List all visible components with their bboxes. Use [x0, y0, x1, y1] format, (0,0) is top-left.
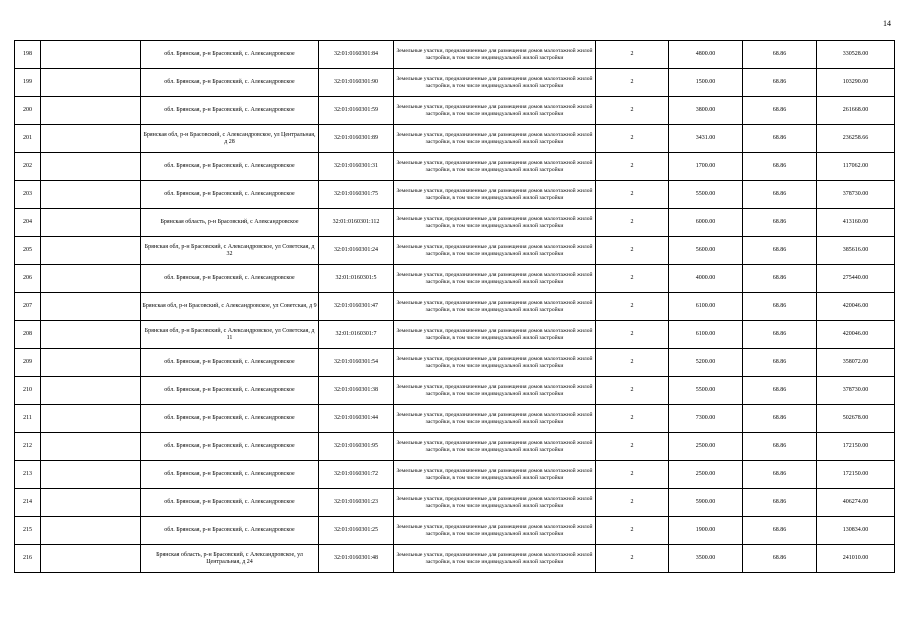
cadastral-value-cell: 261668.00: [817, 97, 895, 125]
table-row: [15, 125, 895, 153]
row-number-cell: 198: [15, 41, 41, 69]
area-cell: 4000.00: [669, 265, 743, 293]
table-row: [15, 209, 895, 237]
land-category-cell: Земельные участки, предназначенные для размещения домов малоэтажной жилой застройки, в том числе индивидуальной жилой застройки: [394, 433, 596, 461]
cadastral-value-cell: 172150.00: [817, 461, 895, 489]
area-cell: 7300.00: [669, 405, 743, 433]
empty-cell: [41, 69, 141, 97]
land-category-cell: Земельные участки, предназначенные для размещения домов малоэтажной жилой застройки, в том числе индивидуальной жилой застройки: [394, 517, 596, 545]
empty-cell: [41, 377, 141, 405]
cadastral-value-cell: 413160.00: [817, 209, 895, 237]
area-cell: 3800.00: [669, 97, 743, 125]
empty-cell: [41, 181, 141, 209]
table-row: [15, 321, 895, 349]
group-cell: 2: [596, 125, 669, 153]
land-category-cell: Земельные участки, предназначенные для размещения домов малоэтажной жилой застройки, в том числе индивидуальной жилой застройки: [394, 545, 596, 573]
land-category-cell: Земельные участки, предназначенные для размещения домов малоэтажной жилой застройки, в том числе индивидуальной жилой застройки: [394, 41, 596, 69]
land-plots-table: [14, 40, 895, 573]
cadastral-number-cell: 32:01:0160301:75: [319, 181, 394, 209]
empty-cell: [41, 265, 141, 293]
rate-cell: 68.86: [743, 237, 817, 265]
group-cell: 2: [596, 517, 669, 545]
rate-cell: 68.86: [743, 489, 817, 517]
cadastral-value-cell: 378730.00: [817, 181, 895, 209]
group-cell: 2: [596, 489, 669, 517]
address-cell: обл. Брянская, р-н Брасовский, с. Александровское: [141, 97, 319, 125]
cadastral-number-cell: 32:01:0160301:24: [319, 237, 394, 265]
address-cell: обл. Брянская, р-н Брасовский, с. Александровское: [141, 433, 319, 461]
area-cell: 5500.00: [669, 181, 743, 209]
group-cell: 2: [596, 433, 669, 461]
cadastral-number-cell: 32:01:0160301:44: [319, 405, 394, 433]
address-cell: обл. Брянская, р-н Брасовский, с. Александровское: [141, 489, 319, 517]
area-cell: 5900.00: [669, 489, 743, 517]
land-category-cell: Земельные участки, предназначенные для размещения домов малоэтажной жилой застройки, в том числе индивидуальной жилой застройки: [394, 293, 596, 321]
address-cell: Брянская обл, р-н Брасовский, с Александровское, ул Центральная, д 28: [141, 125, 319, 153]
table-row: [15, 517, 895, 545]
cadastral-value-cell: 502678.00: [817, 405, 895, 433]
group-cell: 2: [596, 181, 669, 209]
row-number-cell: 211: [15, 405, 41, 433]
address-cell: обл. Брянская, р-н Брасовский, с. Александровское: [141, 377, 319, 405]
area-cell: 3500.00: [669, 545, 743, 573]
cadastral-value-cell: 385616.00: [817, 237, 895, 265]
table-row: [15, 41, 895, 69]
table-row: [15, 405, 895, 433]
rate-cell: 68.86: [743, 293, 817, 321]
row-number-cell: 199: [15, 69, 41, 97]
area-cell: 3431.00: [669, 125, 743, 153]
group-cell: 2: [596, 405, 669, 433]
group-cell: 2: [596, 265, 669, 293]
rate-cell: 68.86: [743, 349, 817, 377]
cadastral-number-cell: 32:01:0160301:31: [319, 153, 394, 181]
row-number-cell: 213: [15, 461, 41, 489]
group-cell: 2: [596, 377, 669, 405]
address-cell: Брянская область, р-н Брасовский, с Александровское, ул Центральная, д 24: [141, 545, 319, 573]
cadastral-value-cell: 103290.00: [817, 69, 895, 97]
row-number-cell: 216: [15, 545, 41, 573]
table-row: [15, 377, 895, 405]
group-cell: 2: [596, 461, 669, 489]
row-number-cell: 215: [15, 517, 41, 545]
rate-cell: 68.86: [743, 405, 817, 433]
table-row: [15, 69, 895, 97]
empty-cell: [41, 97, 141, 125]
group-cell: 2: [596, 545, 669, 573]
group-cell: 2: [596, 41, 669, 69]
group-cell: 2: [596, 349, 669, 377]
cadastral-value-cell: 358072.00: [817, 349, 895, 377]
area-cell: 6100.00: [669, 321, 743, 349]
table-row: [15, 545, 895, 573]
empty-cell: [41, 545, 141, 573]
empty-cell: [41, 489, 141, 517]
group-cell: 2: [596, 209, 669, 237]
area-cell: 5500.00: [669, 377, 743, 405]
address-cell: обл. Брянская, р-н Брасовский, с. Александровское: [141, 461, 319, 489]
row-number-cell: 200: [15, 97, 41, 125]
table-row: [15, 461, 895, 489]
rate-cell: 68.86: [743, 181, 817, 209]
area-cell: 4800.00: [669, 41, 743, 69]
area-cell: 1900.00: [669, 517, 743, 545]
rate-cell: 68.86: [743, 545, 817, 573]
area-cell: 6000.00: [669, 209, 743, 237]
area-cell: 2500.00: [669, 461, 743, 489]
empty-cell: [41, 517, 141, 545]
table-row: [15, 153, 895, 181]
empty-cell: [41, 153, 141, 181]
address-cell: обл. Брянская, р-н Брасовский, с. Александровское: [141, 41, 319, 69]
rate-cell: 68.86: [743, 265, 817, 293]
cadastral-value-cell: 172150.00: [817, 433, 895, 461]
row-number-cell: 209: [15, 349, 41, 377]
group-cell: 2: [596, 293, 669, 321]
land-category-cell: Земельные участки, предназначенные для размещения домов малоэтажной жилой застройки, в том числе индивидуальной жилой застройки: [394, 237, 596, 265]
cadastral-number-cell: 32:01:0160301:59: [319, 97, 394, 125]
land-category-cell: Земельные участки, предназначенные для размещения домов малоэтажной жилой застройки, в том числе индивидуальной жилой застройки: [394, 97, 596, 125]
empty-cell: [41, 209, 141, 237]
address-cell: Брянская обл, р-н Брасовский, с Александровское, ул Советская, д 9: [141, 293, 319, 321]
land-category-cell: Земельные участки, предназначенные для размещения домов малоэтажной жилой застройки, в том числе индивидуальной жилой застройки: [394, 321, 596, 349]
rate-cell: 68.86: [743, 433, 817, 461]
row-number-cell: 204: [15, 209, 41, 237]
table-row: [15, 293, 895, 321]
cadastral-number-cell: 32:01:0160301:47: [319, 293, 394, 321]
cadastral-number-cell: 32:01:0160301:48: [319, 545, 394, 573]
empty-cell: [41, 321, 141, 349]
row-number-cell: 206: [15, 265, 41, 293]
row-number-cell: 210: [15, 377, 41, 405]
area-cell: 5600.00: [669, 237, 743, 265]
empty-cell: [41, 433, 141, 461]
rate-cell: 68.86: [743, 153, 817, 181]
rate-cell: 68.86: [743, 517, 817, 545]
cadastral-number-cell: 32:01:0160301:89: [319, 125, 394, 153]
empty-cell: [41, 405, 141, 433]
address-cell: Брянская область, р-н Брасовский, с Александровское: [141, 209, 319, 237]
cadastral-number-cell: 32:01:0160301:54: [319, 349, 394, 377]
land-category-cell: Земельные участки, предназначенные для размещения домов малоэтажной жилой застройки, в том числе индивидуальной жилой застройки: [394, 349, 596, 377]
area-cell: 1500.00: [669, 69, 743, 97]
table-row: [15, 265, 895, 293]
address-cell: обл. Брянская, р-н Брасовский, с. Александровское: [141, 517, 319, 545]
cadastral-number-cell: 32:01:0160301:112: [319, 209, 394, 237]
cadastral-number-cell: 32:01:0160301:5: [319, 265, 394, 293]
group-cell: 2: [596, 97, 669, 125]
cadastral-number-cell: 32:01:0160301:25: [319, 517, 394, 545]
rate-cell: 68.86: [743, 125, 817, 153]
rate-cell: 68.86: [743, 97, 817, 125]
cadastral-number-cell: 32:01:0160301:23: [319, 489, 394, 517]
cadastral-value-cell: 406274.00: [817, 489, 895, 517]
cadastral-value-cell: 275440.00: [817, 265, 895, 293]
row-number-cell: 212: [15, 433, 41, 461]
cadastral-number-cell: 32:01:0160301:84: [319, 41, 394, 69]
cadastral-value-cell: 130834.00: [817, 517, 895, 545]
rate-cell: 68.86: [743, 461, 817, 489]
table-row: [15, 349, 895, 377]
cadastral-number-cell: 32:01:0160301:7: [319, 321, 394, 349]
land-category-cell: Земельные участки, предназначенные для размещения домов малоэтажной жилой застройки, в том числе индивидуальной жилой застройки: [394, 125, 596, 153]
row-number-cell: 207: [15, 293, 41, 321]
cadastral-value-cell: 117062.00: [817, 153, 895, 181]
address-cell: обл. Брянская, р-н Брасовский, с. Александровское: [141, 69, 319, 97]
row-number-cell: 201: [15, 125, 41, 153]
address-cell: обл. Брянская, р-н Брасовский, с. Александровское: [141, 265, 319, 293]
area-cell: 6100.00: [669, 293, 743, 321]
cadastral-value-cell: 420046.00: [817, 321, 895, 349]
cadastral-value-cell: 236258.66: [817, 125, 895, 153]
cadastral-value-cell: 378730.00: [817, 377, 895, 405]
table-row: [15, 97, 895, 125]
address-cell: обл. Брянская, р-н Брасовский, с. Александровское: [141, 349, 319, 377]
table-row: [15, 181, 895, 209]
area-cell: 2500.00: [669, 433, 743, 461]
land-category-cell: Земельные участки, предназначенные для размещения домов малоэтажной жилой застройки, в том числе индивидуальной жилой застройки: [394, 69, 596, 97]
address-cell: Брянская обл, р-н Брасовский, с Александровское, ул Советская, д 11: [141, 321, 319, 349]
empty-cell: [41, 41, 141, 69]
land-category-cell: Земельные участки, предназначенные для размещения домов малоэтажной жилой застройки, в том числе индивидуальной жилой застройки: [394, 489, 596, 517]
page-number: 14: [883, 19, 891, 28]
address-cell: Брянская обл, р-н Брасовский, с Александровское, ул Советская, д 32: [141, 237, 319, 265]
cadastral-value-cell: 241010.00: [817, 545, 895, 573]
table-row: [15, 433, 895, 461]
empty-cell: [41, 125, 141, 153]
area-cell: 5200.00: [669, 349, 743, 377]
land-category-cell: Земельные участки, предназначенные для размещения домов малоэтажной жилой застройки, в том числе индивидуальной жилой застройки: [394, 265, 596, 293]
address-cell: обл. Брянская, р-н Брасовский, с. Александровское: [141, 181, 319, 209]
empty-cell: [41, 293, 141, 321]
group-cell: 2: [596, 69, 669, 97]
land-category-cell: Земельные участки, предназначенные для размещения домов малоэтажной жилой застройки, в том числе индивидуальной жилой застройки: [394, 377, 596, 405]
land-category-cell: Земельные участки, предназначенные для размещения домов малоэтажной жилой застройки, в том числе индивидуальной жилой застройки: [394, 461, 596, 489]
rate-cell: 68.86: [743, 41, 817, 69]
empty-cell: [41, 237, 141, 265]
rate-cell: 68.86: [743, 321, 817, 349]
row-number-cell: 205: [15, 237, 41, 265]
land-category-cell: Земельные участки, предназначенные для размещения домов малоэтажной жилой застройки, в том числе индивидуальной жилой застройки: [394, 181, 596, 209]
cadastral-number-cell: 32:01:0160301:95: [319, 433, 394, 461]
cadastral-value-cell: 330528.00: [817, 41, 895, 69]
row-number-cell: 202: [15, 153, 41, 181]
land-category-cell: Земельные участки, предназначенные для размещения домов малоэтажной жилой застройки, в том числе индивидуальной жилой застройки: [394, 153, 596, 181]
rate-cell: 68.86: [743, 69, 817, 97]
cadastral-number-cell: 32:01:0160301:72: [319, 461, 394, 489]
row-number-cell: 214: [15, 489, 41, 517]
cadastral-value-cell: 420046.00: [817, 293, 895, 321]
address-cell: обл. Брянская, р-н Брасовский, с. Александровское: [141, 405, 319, 433]
cadastral-number-cell: 32:01:0160301:90: [319, 69, 394, 97]
cadastral-number-cell: 32:01:0160301:38: [319, 377, 394, 405]
group-cell: 2: [596, 321, 669, 349]
row-number-cell: 203: [15, 181, 41, 209]
land-category-cell: Земельные участки, предназначенные для размещения домов малоэтажной жилой застройки, в том числе индивидуальной жилой застройки: [394, 209, 596, 237]
rate-cell: 68.86: [743, 377, 817, 405]
group-cell: 2: [596, 153, 669, 181]
land-category-cell: Земельные участки, предназначенные для размещения домов малоэтажной жилой застройки, в том числе индивидуальной жилой застройки: [394, 405, 596, 433]
empty-cell: [41, 349, 141, 377]
table-row: [15, 237, 895, 265]
table-row: [15, 489, 895, 517]
empty-cell: [41, 461, 141, 489]
address-cell: обл. Брянская, р-н Брасовский, с. Александровское: [141, 153, 319, 181]
table-body: [15, 41, 895, 573]
area-cell: 1700.00: [669, 153, 743, 181]
rate-cell: 68.86: [743, 209, 817, 237]
row-number-cell: 208: [15, 321, 41, 349]
group-cell: 2: [596, 237, 669, 265]
